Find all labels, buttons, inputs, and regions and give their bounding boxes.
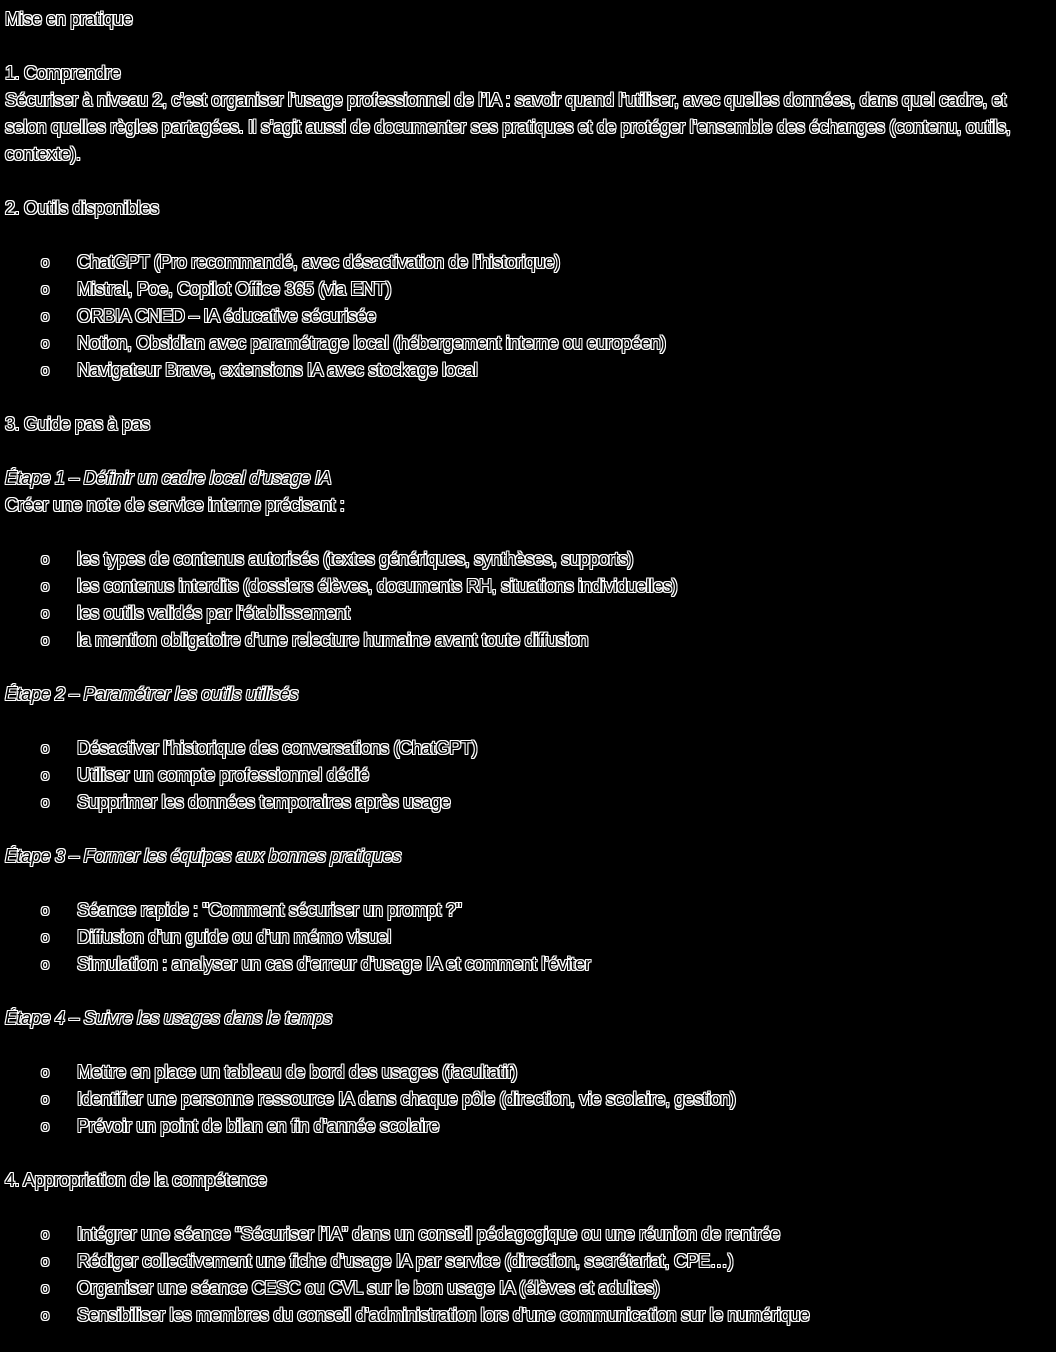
list-item bbox=[5, 1221, 1051, 1248]
spacer bbox=[5, 222, 1051, 249]
list-item-text: Prévoir un point de bilan en fin d’année scolaire bbox=[77, 1116, 440, 1136]
bullet-circle-icon: o bbox=[41, 335, 49, 352]
list-item bbox=[5, 330, 1051, 357]
tools-list bbox=[5, 249, 1051, 384]
list-item-text: Simulation : analyser un cas d’erreur d’usage IA et comment l’éviter bbox=[77, 954, 591, 974]
list-item bbox=[5, 573, 1051, 600]
list-item bbox=[5, 303, 1051, 330]
list-item bbox=[5, 627, 1051, 654]
bullet-circle-icon: o bbox=[41, 362, 49, 379]
list-item bbox=[5, 249, 1051, 276]
spacer bbox=[5, 384, 1051, 411]
step-1-list bbox=[5, 546, 1051, 654]
bullet-circle-icon: o bbox=[41, 1064, 49, 1081]
spacer bbox=[5, 438, 1051, 465]
section-4-heading: 4. Appropriation de la compétence bbox=[5, 1170, 267, 1190]
step-4-list bbox=[5, 1059, 1051, 1140]
step-3-list bbox=[5, 897, 1051, 978]
list-item-text: Diffusion d’un guide ou d’un mémo visuel bbox=[77, 927, 391, 947]
list-item-text: Notion, Obsidian avec paramétrage local (hébergement interne ou européen) bbox=[77, 333, 666, 353]
document bbox=[5, 6, 1051, 1329]
bullet-circle-icon: o bbox=[41, 281, 49, 298]
spacer bbox=[5, 1032, 1051, 1059]
bullet-circle-icon: o bbox=[41, 1226, 49, 1243]
list-item-text: Utiliser un compte professionnel dédié bbox=[77, 765, 369, 785]
list-item-text: Supprimer les données temporaires après usage bbox=[77, 792, 451, 812]
step-4-title: Étape 4 – Suivre les usages dans le temps bbox=[5, 1008, 332, 1028]
bullet-circle-icon: o bbox=[41, 1091, 49, 1108]
list-item-text: ORBIA CNED – IA éducative sécurisée bbox=[77, 306, 376, 326]
section-3-heading: 3. Guide pas à pas bbox=[5, 414, 150, 434]
bullet-circle-icon: o bbox=[41, 794, 49, 811]
bullet-circle-icon: o bbox=[41, 1280, 49, 1297]
list-item-text: les contenus interdits (dossiers élèves, documents RH, situations individuelles) bbox=[77, 576, 678, 596]
spacer bbox=[5, 519, 1051, 546]
document-title: Mise en pratique bbox=[5, 9, 133, 29]
bullet-circle-icon: o bbox=[41, 632, 49, 649]
section-1-heading: 1. Comprendre bbox=[5, 63, 121, 83]
list-item-text: les outils validés par l’établissement bbox=[77, 603, 350, 623]
step-3-title: Étape 3 – Former les équipes aux bonnes pratiques bbox=[5, 846, 402, 866]
bullet-circle-icon: o bbox=[41, 1253, 49, 1270]
list-item-text: Séance rapide : "Comment sécuriser un prompt ?" bbox=[77, 900, 462, 920]
list-item-text: la mention obligatoire d’une relecture humaine avant toute diffusion bbox=[77, 630, 589, 650]
list-item-text: les types de contenus autorisés (textes génériques, synthèses, supports) bbox=[77, 549, 634, 569]
list-item bbox=[5, 357, 1051, 384]
spacer bbox=[5, 978, 1051, 1005]
list-item bbox=[5, 735, 1051, 762]
section-2-heading: 2. Outils disponibles bbox=[5, 198, 159, 218]
list-item bbox=[5, 789, 1051, 816]
list-item bbox=[5, 1302, 1051, 1329]
bullet-circle-icon: o bbox=[41, 956, 49, 973]
list-item bbox=[5, 1113, 1051, 1140]
step-1-title: Étape 1 – Définir un cadre local d’usage IA bbox=[5, 468, 332, 488]
spacer bbox=[5, 33, 1051, 60]
list-item-text: Navigateur Brave, extensions IA avec stockage local bbox=[77, 360, 478, 380]
list-item-text: Organiser une séance CESC ou CVL sur le bon usage IA (élèves et adultes) bbox=[77, 1278, 660, 1298]
section-1-paragraph: Sécuriser à niveau 2, c’est organiser l’usage professionnel de l’IA : savoir quand l’utiliser, avec quelles données, dans quel cadre, et selon quelles règles partagées. Il s’agit aussi de documenter ses pratiques et de protéger l’ensemble des échanges (contenu, outils, contexte). bbox=[5, 90, 1011, 164]
list-item-text: Identifier une personne ressource IA dans chaque pôle (direction, vie scolaire, gestion) bbox=[77, 1089, 736, 1109]
bullet-circle-icon: o bbox=[41, 902, 49, 919]
list-item bbox=[5, 1275, 1051, 1302]
spacer bbox=[5, 654, 1051, 681]
spacer bbox=[5, 168, 1051, 195]
list-item-text: Intégrer une séance “Sécuriser l’IA” dans un conseil pédagogique ou une réunion de rentrée bbox=[77, 1224, 780, 1244]
list-item-text: Mettre en place un tableau de bord des usages (facultatif) bbox=[77, 1062, 517, 1082]
bullet-circle-icon: o bbox=[41, 605, 49, 622]
list-item-text: Désactiver l’historique des conversations (ChatGPT) bbox=[77, 738, 478, 758]
step-2-list bbox=[5, 735, 1051, 816]
spacer bbox=[5, 1140, 1051, 1167]
list-item-text: Rédiger collectivement une fiche d’usage IA par service (direction, secrétariat, CPE…) bbox=[77, 1251, 734, 1271]
list-item bbox=[5, 600, 1051, 627]
bullet-circle-icon: o bbox=[41, 740, 49, 757]
list-item-text: ChatGPT (Pro recommandé, avec désactivation de l’historique) bbox=[77, 252, 560, 272]
spacer bbox=[5, 816, 1051, 843]
list-item bbox=[5, 1086, 1051, 1113]
spacer bbox=[5, 708, 1051, 735]
step-2-title: Étape 2 – Paramétrer les outils utilisés bbox=[5, 684, 299, 704]
list-item bbox=[5, 1248, 1051, 1275]
bullet-circle-icon: o bbox=[41, 1307, 49, 1324]
list-item bbox=[5, 924, 1051, 951]
step-1-intro: Créer une note de service interne précisant : bbox=[5, 495, 345, 515]
list-item bbox=[5, 951, 1051, 978]
bullet-circle-icon: o bbox=[41, 767, 49, 784]
bullet-circle-icon: o bbox=[41, 929, 49, 946]
spacer bbox=[5, 1194, 1051, 1221]
appropriation-list bbox=[5, 1221, 1051, 1329]
spacer bbox=[5, 870, 1051, 897]
list-item bbox=[5, 546, 1051, 573]
list-item bbox=[5, 276, 1051, 303]
list-item-text: Sensibiliser les membres du conseil d’administration lors d’une communication sur le numérique bbox=[77, 1305, 810, 1325]
list-item bbox=[5, 897, 1051, 924]
bullet-circle-icon: o bbox=[41, 578, 49, 595]
list-item bbox=[5, 1059, 1051, 1086]
bullet-circle-icon: o bbox=[41, 308, 49, 325]
list-item bbox=[5, 762, 1051, 789]
list-item-text: Mistral, Poe, Copilot Office 365 (via ENT) bbox=[77, 279, 392, 299]
bullet-circle-icon: o bbox=[41, 551, 49, 568]
bullet-circle-icon: o bbox=[41, 254, 49, 271]
bullet-circle-icon: o bbox=[41, 1118, 49, 1135]
